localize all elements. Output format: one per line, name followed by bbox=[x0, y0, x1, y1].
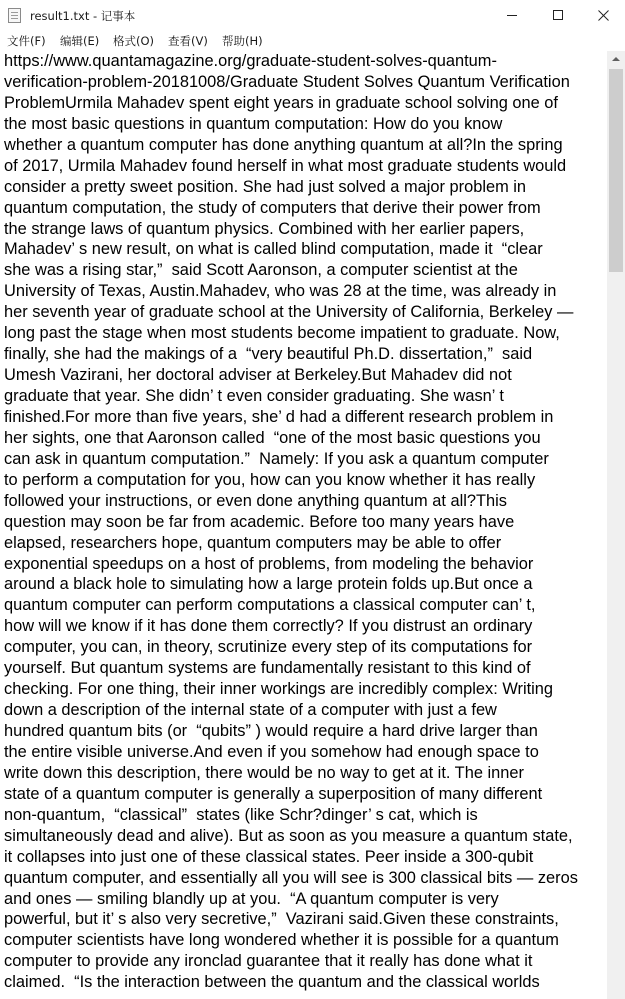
text-line: of 2017, Urmila Mahadev found herself in what most graduate students would bbox=[4, 156, 567, 175]
text-line: write down this description, there would be no way to get at it. The inner bbox=[4, 763, 524, 782]
text-line: her sights, one that Aaronson called “one of the most basic questions you bbox=[4, 428, 541, 447]
text-line: finally, she had the makings of a “very beautiful Ph.D. dissertation,” said bbox=[4, 345, 533, 364]
text-line: non-quantum, “classical” states (like Schr?dinger’ s cat, which is bbox=[4, 805, 478, 824]
text-line: graduate that year. She didn’ t even consider graduating. She wasn’ t bbox=[4, 387, 504, 405]
maximize-icon bbox=[553, 10, 563, 20]
text-line: quantum computer, and essentially all you will see is 300 classical bits — zeros bbox=[4, 868, 578, 887]
text-line: and ones — smiling blandly up at you. “A quantum computer is very bbox=[4, 889, 499, 908]
document-text bbox=[0, 51, 607, 993]
text-line: Mahadev’ s new result, on what is called blind computation, made it “clear bbox=[4, 240, 543, 259]
menu-view[interactable]: 查看(V) bbox=[168, 34, 208, 48]
minimize-icon bbox=[507, 10, 517, 20]
text-line: the most basic questions in quantum computation: How do you know bbox=[4, 114, 503, 133]
maximize-button[interactable] bbox=[535, 0, 581, 31]
text-line: finished.For more than five years, she’ d had a different research problem in bbox=[4, 407, 554, 426]
menu-format[interactable]: 格式(O) bbox=[113, 34, 155, 48]
text-line: quantum computation, the study of computers that derive their power from bbox=[4, 198, 541, 217]
text-line: quantum computer can perform computations a classical computer can’ t, bbox=[4, 596, 536, 615]
text-line: consider a pretty sweet position. She had just solved a major problem in bbox=[4, 177, 527, 196]
title-bar bbox=[0, 0, 625, 31]
text-line: hundred quantum bits (or “qubits” ) would require a hard drive larger than bbox=[4, 722, 538, 740]
text-line: computer to provide any ironclad guarantee that it really has done what it bbox=[4, 952, 533, 971]
text-line: her seventh year of graduate school at the University of California, Berkeley — bbox=[4, 303, 574, 322]
text-line: she was a rising star,” said Scott Aaronson, a computer scientist at the bbox=[4, 261, 518, 280]
text-line: how will we know if it has done them correctly? If you distrust an ordinary bbox=[4, 617, 533, 636]
text-line: the entire visible universe.And even if you somehow had enough space to bbox=[4, 742, 539, 761]
text-line: computer scientists have long wondered whether it is possible for a quantum bbox=[4, 931, 559, 950]
menu-bar bbox=[0, 31, 625, 51]
text-line: whether a quantum computer has done anything quantum at all?In the spring bbox=[4, 135, 563, 154]
window-title: result1.txt - 记事本 bbox=[30, 9, 136, 23]
menu-help[interactable]: 帮助(H) bbox=[222, 34, 263, 48]
text-editor[interactable] bbox=[0, 51, 607, 999]
close-button[interactable] bbox=[580, 0, 625, 31]
text-line: University of Texas, Austin.Mahadev, who was 28 at the time, was already in bbox=[4, 282, 557, 301]
text-line: can ask in quantum computation.” Namely: If you ask a quantum computer bbox=[4, 449, 549, 468]
text-line: it collapses into just one of these classical states. Peer inside a 300-qubit bbox=[4, 847, 534, 866]
minimize-button[interactable] bbox=[489, 0, 535, 31]
text-line: followed your instructions, or even done anything quantum at all?This bbox=[4, 491, 507, 510]
text-line: https://www.quantamagazine.org/graduate-student-solves-quantum- bbox=[4, 52, 497, 70]
text-line: long past the stage when most students become impatient to graduate. Now, bbox=[4, 324, 560, 343]
text-line: verification-problem-20181008/Graduate Student Solves Quantum Verification bbox=[4, 72, 570, 91]
text-line: state of a quantum computer is generally a superposition of many different bbox=[4, 784, 543, 803]
text-line: simultaneously dead and alive). But as soon as you measure a quantum state, bbox=[4, 826, 573, 845]
text-line: powerful, but it’ s also very secretive,” Vazirani said.Given these constraints, bbox=[4, 910, 559, 929]
text-line: to perform a computation for you, how can you know whether it has really bbox=[4, 470, 536, 489]
menu-edit[interactable]: 编辑(E) bbox=[60, 34, 100, 48]
menu-file[interactable]: 文件(F) bbox=[7, 34, 46, 48]
text-line: exponential speedups on a host of problems, from modeling the behavior bbox=[4, 554, 534, 573]
scroll-thumb[interactable] bbox=[609, 69, 623, 272]
scroll-up-arrow-icon[interactable] bbox=[607, 51, 625, 68]
text-line: the strange laws of quantum physics. Combined with her earlier papers, bbox=[4, 219, 525, 238]
text-line: down a description of the internal state of a computer with just a few bbox=[4, 701, 497, 720]
notepad-icon bbox=[8, 8, 21, 23]
text-line: Umesh Vazirani, her doctoral adviser at Berkeley.But Mahadev did not bbox=[4, 366, 512, 385]
text-line: elapsed, researchers hope, quantum computers may be able to offer bbox=[4, 533, 502, 552]
close-icon bbox=[598, 10, 609, 21]
text-line: around a black hole to simulating how a large protein folds up.But once a bbox=[4, 575, 533, 594]
vertical-scrollbar[interactable] bbox=[607, 51, 625, 999]
text-line: checking. For one thing, their inner workings are incredibly complex: Writing bbox=[4, 680, 554, 699]
text-line: ProblemUrmila Mahadev spent eight years in graduate school solving one of bbox=[4, 93, 558, 112]
text-line: computer, you can, in theory, scrutinize every step of its computations for bbox=[4, 638, 533, 657]
text-line: yourself. But quantum systems are fundamentally resistant to this kind of bbox=[4, 659, 531, 678]
text-line: claimed. “Is the interaction between the quantum and the classical worlds bbox=[4, 973, 540, 992]
text-line: question may soon be far from academic. Before too many years have bbox=[4, 512, 515, 531]
